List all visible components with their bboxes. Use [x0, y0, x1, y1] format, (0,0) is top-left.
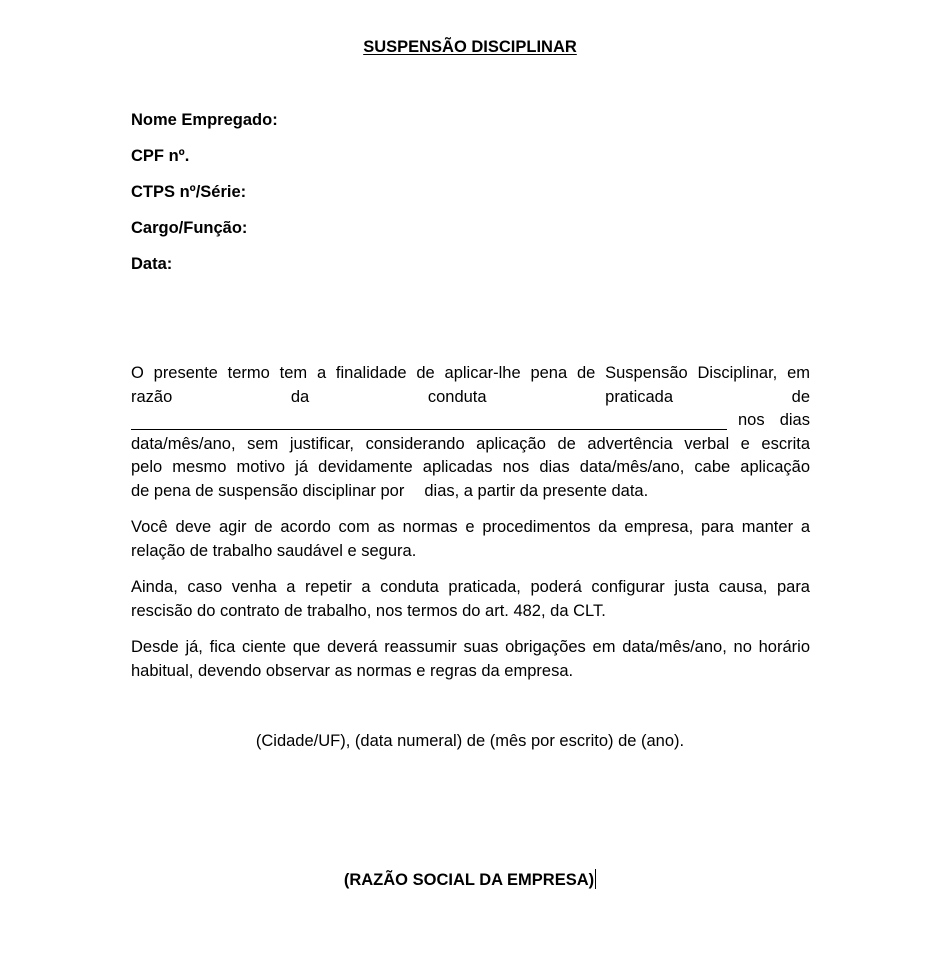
document-title: SUSPENSÃO DISCIPLINAR	[363, 38, 577, 56]
conduct-blank-line	[131, 411, 727, 430]
paragraph-line-a: de pena de suspensão disciplinar por	[131, 481, 405, 500]
paragraph-suspension-terms	[131, 362, 810, 503]
paragraph-line-tail: nos dias	[738, 411, 810, 429]
document-body	[131, 362, 810, 696]
paragraph-line: data/mês/ano, sem justificar, considerando aplicação de advertência verbal e escrita	[131, 434, 810, 453]
cpf-label: CPF nº.	[131, 147, 190, 165]
employee-fields	[131, 109, 278, 289]
paragraph-just-cause: Ainda, caso venha a repetir a conduta praticada, poderá configurar justa causa, para rescisão do contrato de trabalho, nos termos do art. 482, da CLT.	[131, 578, 810, 620]
paragraph-line: O presente termo tem a finalidade de aplicar-lhe pena de Suspensão Disciplinar, em	[131, 364, 810, 382]
role-label: Cargo/Função:	[131, 219, 248, 237]
conduct-blank-row	[131, 409, 810, 433]
company-signature-line[interactable]	[0, 869, 937, 891]
ctps-label: CTPS nº/Série:	[131, 183, 247, 201]
paragraph-norms: Você deve agir de acordo com as normas e procedimentos da empresa, para manter a relação de trabalho saudável e segura.	[131, 518, 810, 560]
paragraph-return: Desde já, fica ciente que deverá reassumir suas obrigações em data/mês/ano, no horário habitual, devendo observar as normas e regras da empresa.	[131, 638, 810, 680]
date-label: Data:	[131, 255, 173, 273]
employee-name-label: Nome Empregado:	[131, 111, 278, 129]
paragraph-line: pelo mesmo motivo já devidamente aplicadas nos dias data/mês/ano, cabe aplicação	[131, 458, 810, 476]
paragraph-line: razão da conduta praticada de	[131, 387, 810, 406]
text-cursor	[595, 869, 596, 889]
paragraph-line-b: dias, a partir da presente data.	[424, 481, 649, 500]
place-date-line: (Cidade/UF), (data numeral) de (mês por escrito) de (ano).	[255, 732, 685, 750]
company-name: (RAZÃO SOCIAL DA EMPRESA)	[343, 871, 595, 889]
